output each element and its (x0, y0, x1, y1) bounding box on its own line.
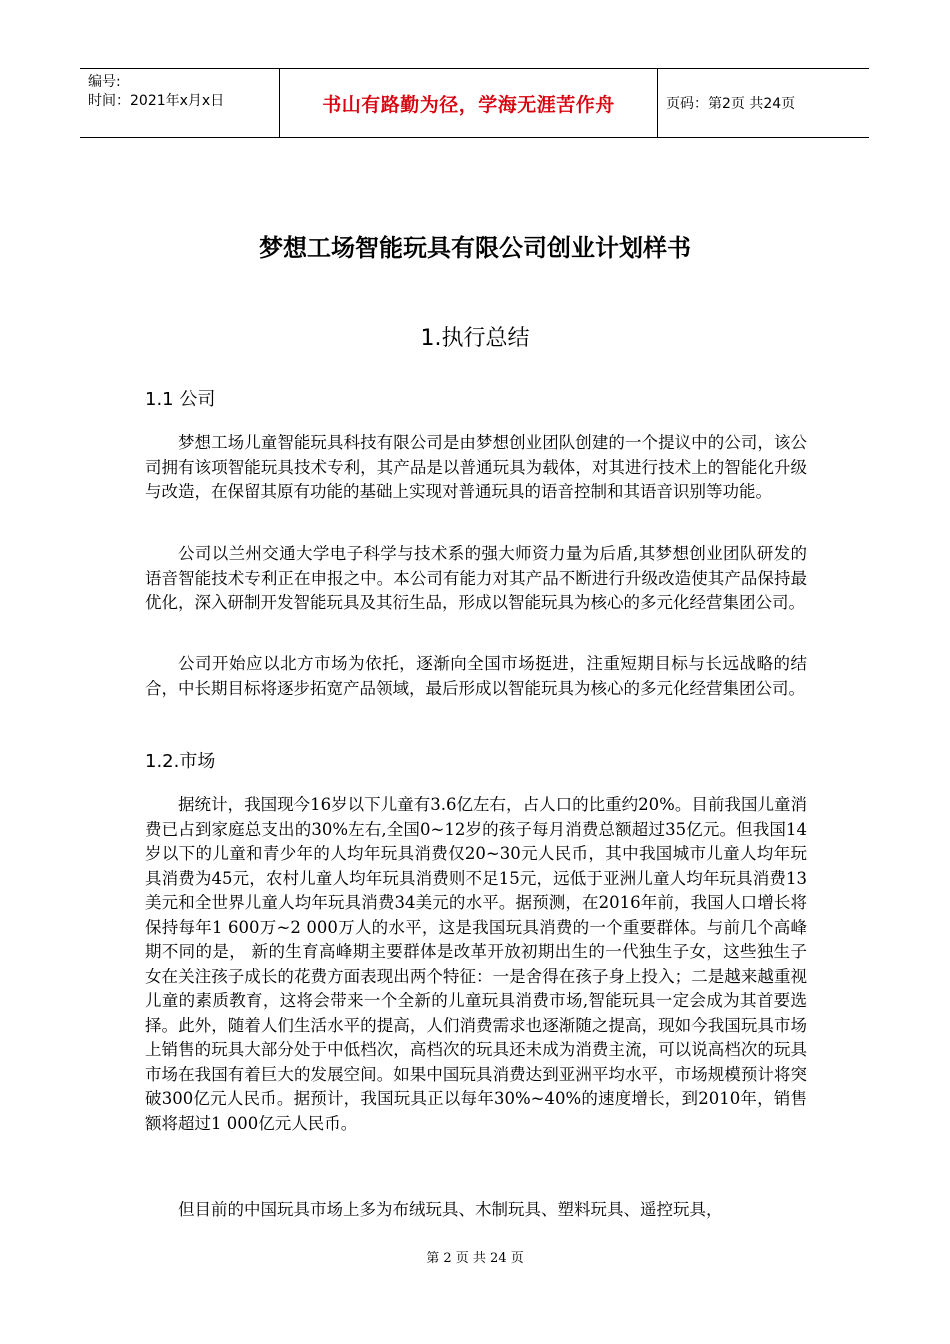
paragraph-company-intro: 梦想工场儿童智能玩具科技有限公司是由梦想创业团队创建的一个提议中的公司，该公司拥有该项智能玩具技术专利，其产品是以普通玩具为载体，对其进行技术上的智能化升级与改造，在保留其原有功能的基础上实现对普通玩具的语音控制和其语音识别等功能。 (145, 433, 807, 501)
header-time: 时间：2021年x月x日 (88, 93, 225, 109)
paragraph-company-strategy: 公司开始应以北方市场为依托，逐渐向全国市场挺进，注重短期目标与长远战略的结合，中长期目标将逐步拓宽产品领域，最后形成以智能玩具为核心的多元化经营集团公司。 (145, 654, 807, 698)
page-header (80, 68, 869, 138)
header-number: 编号: (88, 74, 121, 90)
section-heading-1: 1.执行总结 (420, 326, 530, 351)
subsection-heading-company: 1.1 公司 (145, 389, 216, 410)
page-footer: 第 2 页 共 24 页 (426, 1251, 524, 1266)
document-title: 梦想工场智能玩具有限公司创业计划样书 (259, 233, 691, 262)
paragraph-market-current: 但目前的中国玩具市场上多为布绒玩具、木制玩具、塑料玩具、遥控玩具， (178, 1200, 723, 1219)
header-motto: 书山有路勤为径，学海无涯苦作舟 (280, 69, 658, 137)
header-page-info: 页码：第2页 共24页 (666, 96, 796, 112)
subsection-heading-market: 1.2.市场 (145, 751, 216, 772)
header-meta (80, 69, 280, 137)
paragraph-company-support: 公司以兰州交通大学电子科学与技术系的强大师资力量为后盾,其梦想创业团队研发的语音智能技术专利正在申报之中。本公司有能力对其产品不断进行升级改造使其产品保持最优化，深入研制开发智能玩具及其衍生品，形成以智能玩具为核心的多元化经营集团公司。 (145, 544, 807, 612)
paragraph-market-stats: 据统计，我国现今16岁以下儿童有3.6亿左右，占人口的比重约20%。目前我国儿童消费已占到家庭总支出的30%左右,全国0~12岁的孩子每月消费总额超过35亿元。但我国14岁以下的儿童和青少年的人均年玩具消费仅20~30元人民币，其中我国城市儿童人均年玩具消费为45元，农村儿童人均年玩具消费则不足15元，远低于亚洲儿童人均年玩具消费13美元和全世界儿童人均年玩具消费34美元的水平。据预测，在2016年前，我国人口增长将保持每年1 600万~2 000万人的水平，这是我国玩具消费的一个重要群体。与前几个高峰期不同的是， 新的生育高峰期主要群体是改革开放初期出生的一代独生子女，这些独生子女在关注孩子成长的花费方面表现出两个特征：一是舍得在孩子身上投入；二是越来越重视儿童的素质教育，这将会带来一个全新的儿童玩具消费市场,智能玩具一定会成为其首要选择。此外，随着人们生活水平的提高，人们消费需求也逐渐随之提高，现如今我国玩具市场上销售的玩具大部分处于中低档次，高档次的玩具还未成为消费主流，可以说高档次的玩具市场在我国有着巨大的发展空间。如果中国玩具消费达到亚洲平均水平，市场规模预计将突破300亿元人民币。据预计，我国玩具正以每年30%~40%的速度增长，到2010年，销售额将超过1 000亿元人民币。 (145, 795, 807, 1133)
